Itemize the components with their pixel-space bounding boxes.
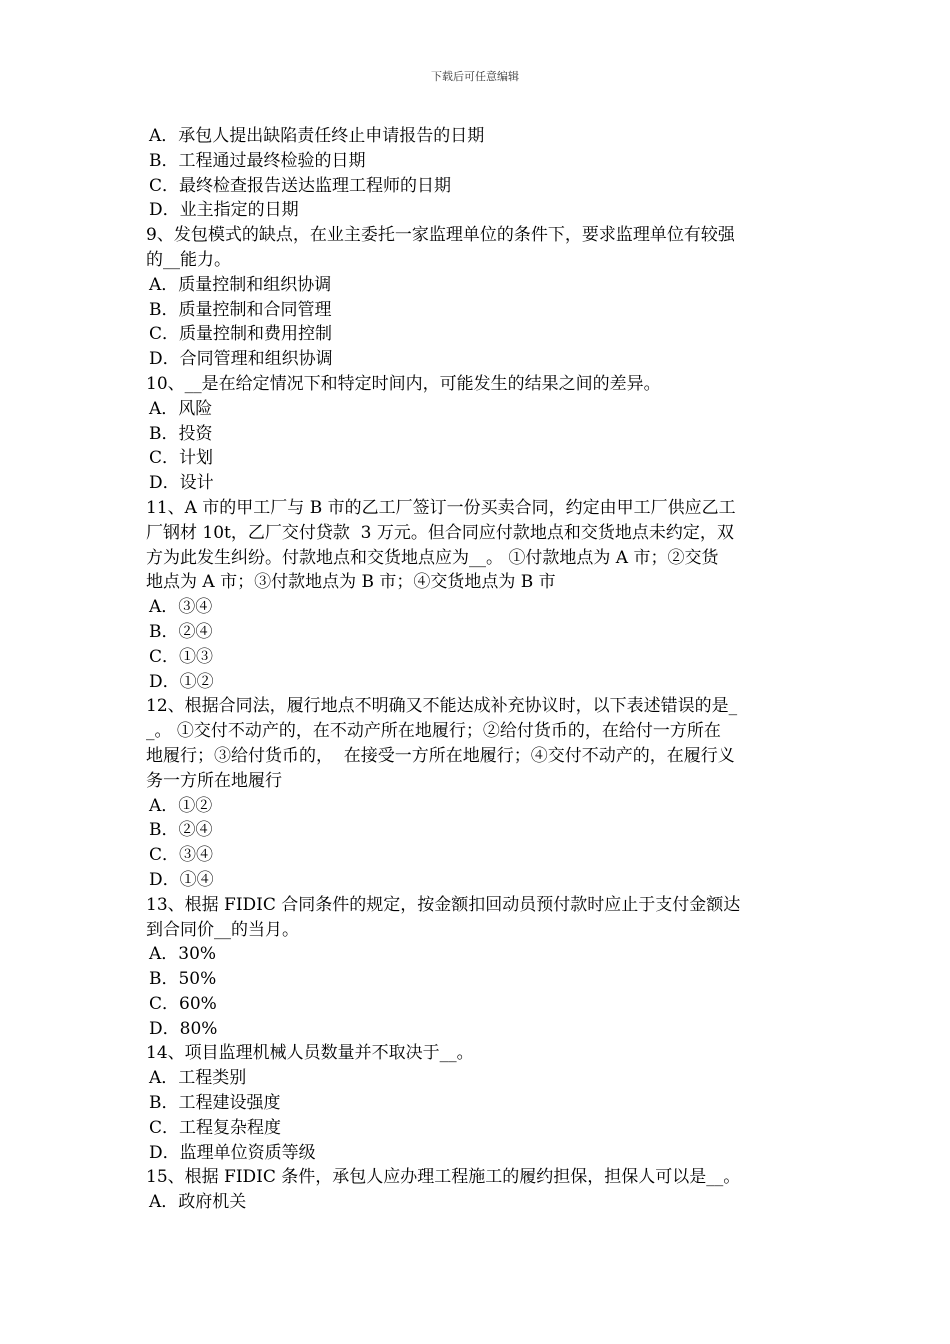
answer-option: D．合同管理和组织协调 <box>149 349 333 370</box>
question-text: 12、根据合同法，履行地点不明确又不能达成补充协议时，以下表述错误的是_ <box>146 696 738 717</box>
question-text: 到合同价__的当月。 <box>146 919 299 940</box>
answer-option: D．业主指定的日期 <box>149 200 299 221</box>
answer-option: A．风险 <box>149 398 213 419</box>
answer-option: C．工程复杂程度 <box>149 1117 282 1138</box>
question-text: 的__能力。 <box>146 249 231 270</box>
answer-option: C．60% <box>149 993 217 1014</box>
question-text: 地点为 A 市；③付款地点为 B 市；④交货地点为 B 市 <box>146 572 556 593</box>
question-text: 地履行；③给付货币的， 在接受一方所在地履行；④交付不动产的，在履行义 <box>146 745 735 766</box>
answer-option: B．投资 <box>149 423 213 444</box>
answer-option: C．③④ <box>149 845 214 866</box>
question-text: 厂钢材 10t，乙厂交付贷款 3 万元。但合同应付款地点和交货地点未约定，双 <box>146 522 734 543</box>
answer-option: A．质量控制和组织协调 <box>149 274 332 295</box>
question-text: 9、发包模式的缺点，在业主委托一家监理单位的条件下，要求监理单位有较强 <box>146 225 735 246</box>
answer-option: D．80% <box>149 1018 218 1039</box>
answer-option: D．①④ <box>149 869 214 890</box>
answer-option: A．①② <box>149 795 213 816</box>
question-text: 14、项目监理机械人员数量并不取决于__。 <box>146 1043 474 1064</box>
answer-option: C．质量控制和费用控制 <box>149 324 333 345</box>
question-text: 11、A 市的甲工厂与 B 市的乙工厂签订一份买卖合同，约定由甲工厂供应乙工 <box>146 497 736 518</box>
answer-option: B．工程建设强度 <box>149 1093 281 1114</box>
page-header: 下载后可任意编辑 <box>431 70 519 83</box>
document-body <box>146 124 810 1215</box>
answer-option: A．工程类别 <box>149 1068 247 1089</box>
question-text: 方为此发生纠纷。付款地点和交货地点应为__。 ①付款地点为 A 市；②交货 <box>146 547 719 568</box>
question-text: 15、根据 FIDIC 条件，承包人应办理工程施工的履约担保，担保人可以是__。 <box>146 1167 741 1188</box>
answer-option: D．监理单位资质等级 <box>149 1142 316 1163</box>
answer-option: B．②④ <box>149 820 213 841</box>
answer-option: C．计划 <box>149 448 214 469</box>
answer-option: B．50% <box>149 969 217 990</box>
question-text: _。 ①交付不动产的，在不动产所在地履行；②给付货币的，在给付一方所在 <box>146 721 721 742</box>
answer-option: B．工程通过最终检验的日期 <box>149 150 366 171</box>
answer-option: A．政府机关 <box>149 1192 247 1213</box>
answer-option: A．③④ <box>149 597 213 618</box>
answer-option: C．最终检查报告送达监理工程师的日期 <box>149 175 452 196</box>
answer-option: B．②④ <box>149 621 213 642</box>
question-text: 10、__是在给定情况下和特定时间内，可能发生的结果之间的差异。 <box>146 373 661 394</box>
answer-option: D．①② <box>149 671 214 692</box>
answer-option: D．设计 <box>149 473 214 494</box>
answer-option: B．质量控制和合同管理 <box>149 299 332 320</box>
answer-option: A．30% <box>149 944 217 965</box>
answer-option: C．①③ <box>149 646 214 667</box>
question-text: 13、根据 FIDIC 合同条件的规定，按金额扣回动员预付款时应止于支付金额达 <box>146 894 741 915</box>
answer-option: A．承包人提出缺陷责任终止申请报告的日期 <box>149 126 485 146</box>
question-text: 务一方所在地履行 <box>146 770 282 791</box>
